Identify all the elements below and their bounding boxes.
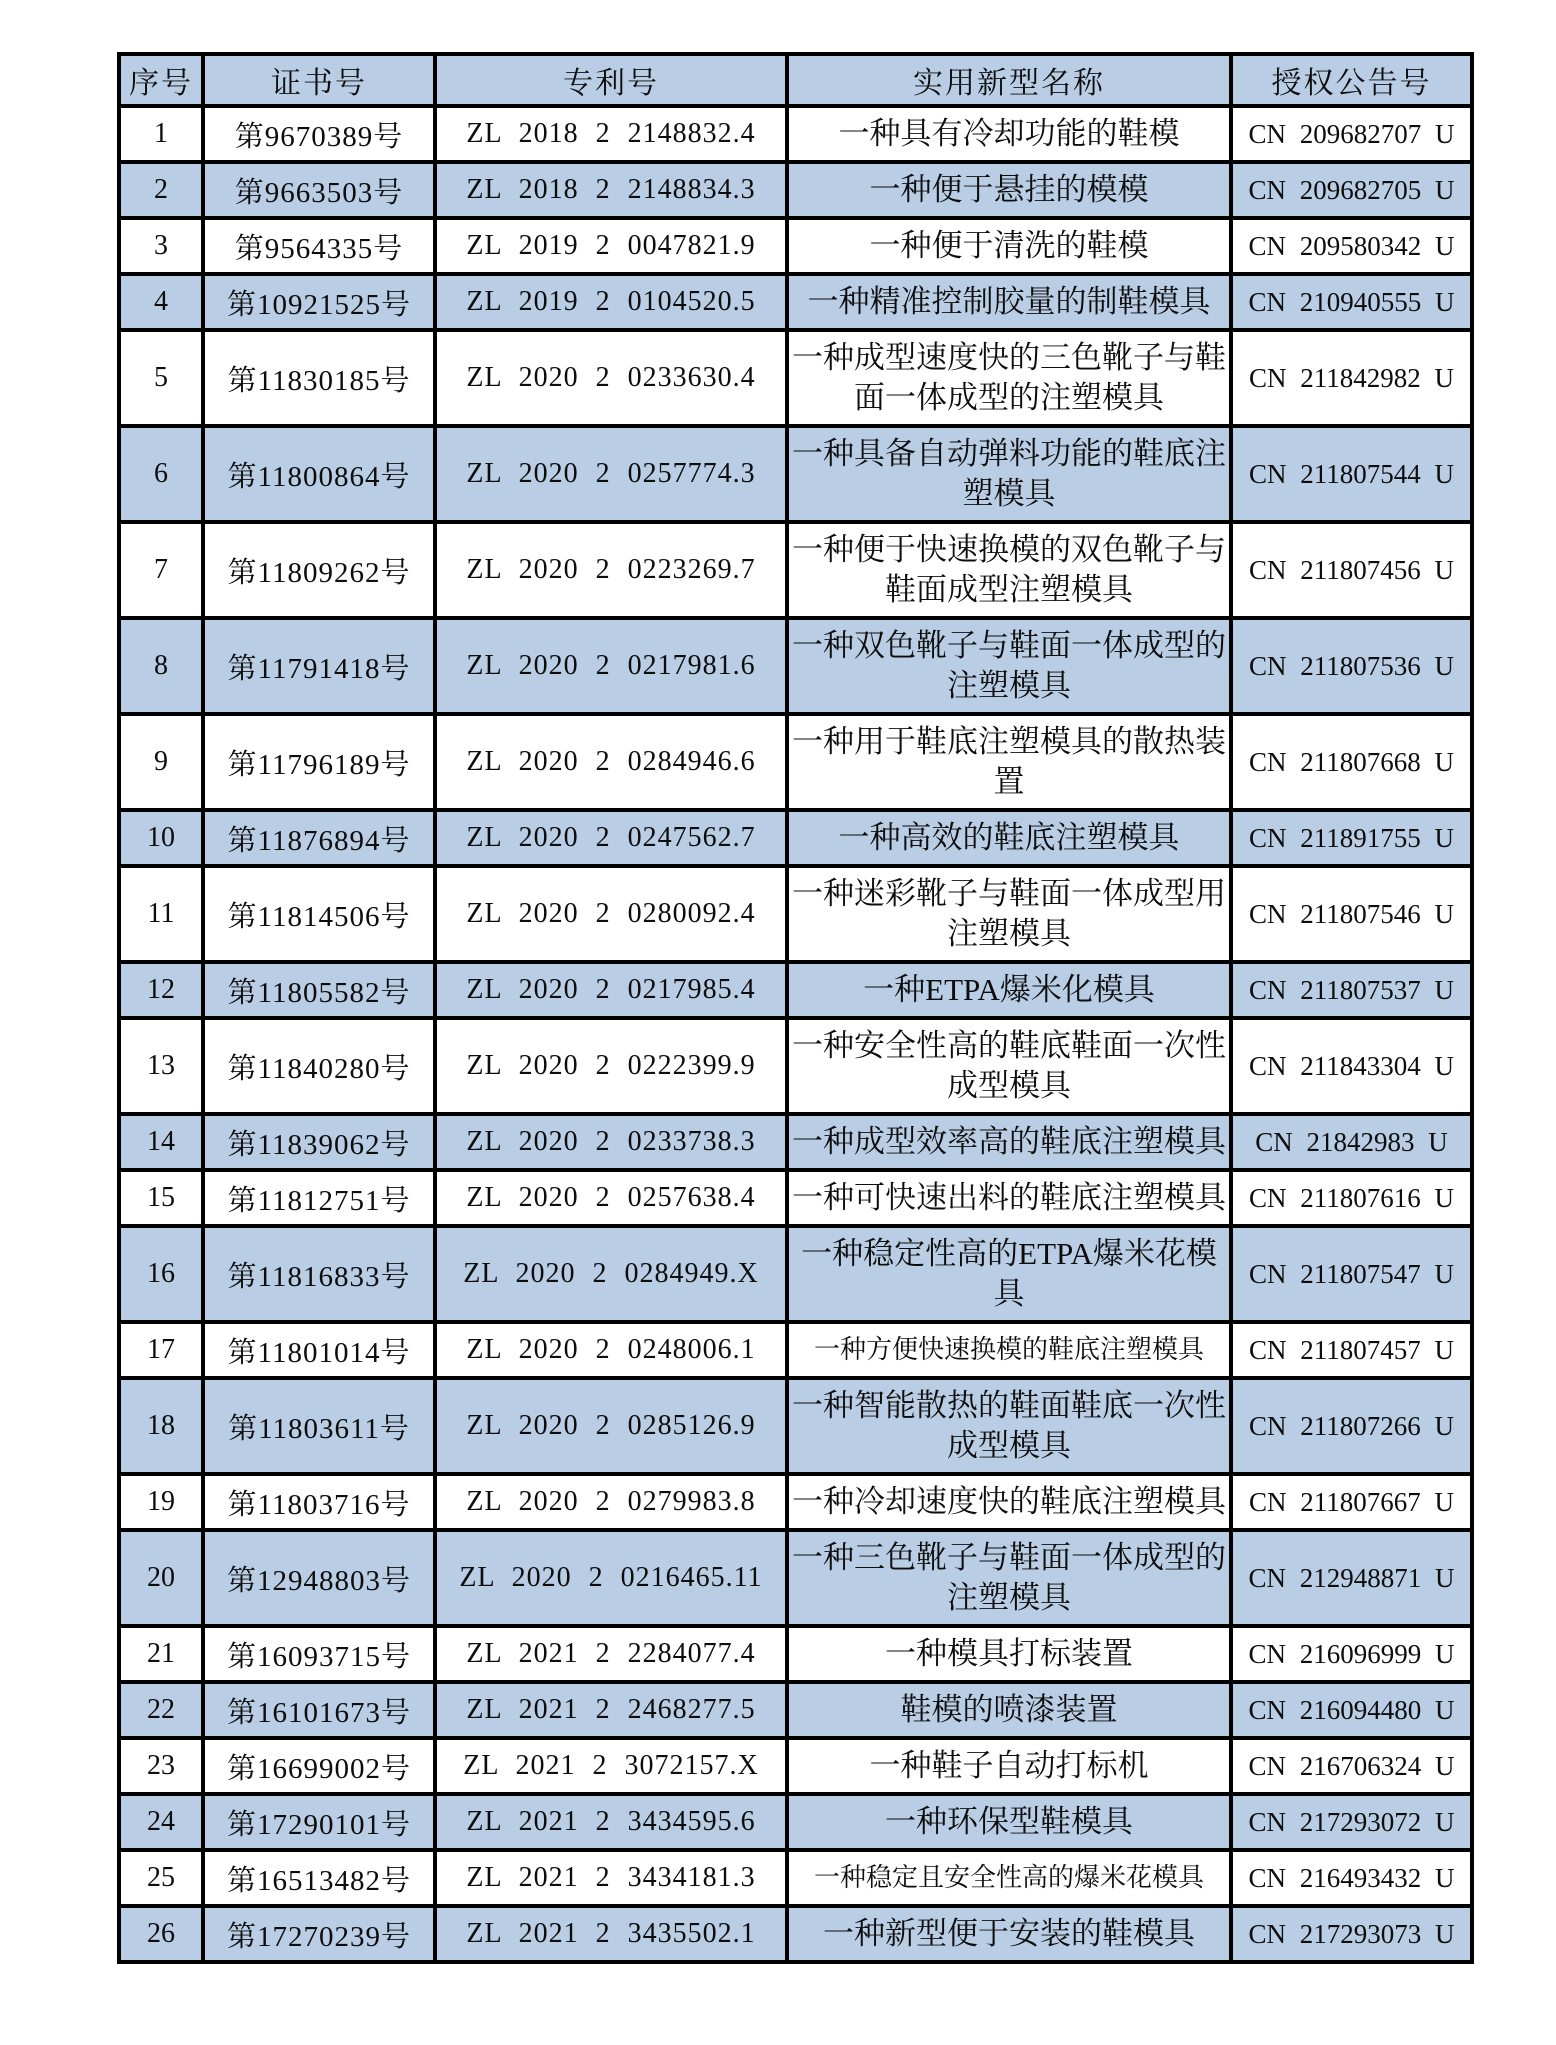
cell-publication: CN 212948871 U (1231, 1530, 1472, 1626)
cell-model-name: 一种模具打标装置 (787, 1626, 1231, 1682)
cell-publication: CN 211807667 U (1231, 1474, 1472, 1530)
cell-patent-number: ZL 2020 2 0222399.9 (435, 1018, 787, 1114)
cell-patent-number: ZL 2020 2 0223269.7 (435, 522, 787, 618)
cell-model-name: 一种双色靴子与鞋面一体成型的注塑模具 (787, 618, 1231, 714)
cell-certificate: 第17270239号 (203, 1906, 435, 1962)
cell-serial: 17 (119, 1322, 203, 1378)
cell-serial: 24 (119, 1794, 203, 1850)
cell-publication: CN 211807457 U (1231, 1322, 1472, 1378)
cell-model-name: 一种智能散热的鞋面鞋底一次性成型模具 (787, 1378, 1231, 1474)
cell-serial: 16 (119, 1226, 203, 1322)
cell-certificate: 第11803716号 (203, 1474, 435, 1530)
table-row (119, 1738, 1472, 1794)
cell-certificate: 第11812751号 (203, 1170, 435, 1226)
cell-publication: CN 211807546 U (1231, 866, 1472, 962)
cell-patent-number: ZL 2020 2 0279983.8 (435, 1474, 787, 1530)
cell-publication: CN 211807537 U (1231, 962, 1472, 1018)
table-row (119, 1322, 1472, 1378)
cell-patent-number: ZL 2020 2 0280092.4 (435, 866, 787, 962)
cell-certificate: 第11839062号 (203, 1114, 435, 1170)
cell-serial: 18 (119, 1378, 203, 1474)
cell-patent-number: ZL 2020 2 0285126.9 (435, 1378, 787, 1474)
cell-model-name: 一种高效的鞋底注塑模具 (787, 810, 1231, 866)
table-row (119, 426, 1472, 522)
cell-patent-number: ZL 2020 2 0257638.4 (435, 1170, 787, 1226)
cell-publication: CN 211843304 U (1231, 1018, 1472, 1114)
cell-publication: CN 216706324 U (1231, 1738, 1472, 1794)
cell-publication: CN 211807536 U (1231, 618, 1472, 714)
cell-patent-number: ZL 2018 2 2148834.3 (435, 162, 787, 218)
cell-model-name: 一种便于清洗的鞋模 (787, 218, 1231, 274)
cell-publication: CN 211842982 U (1231, 330, 1472, 426)
cell-publication: CN 217293073 U (1231, 1906, 1472, 1962)
table-row (119, 962, 1472, 1018)
cell-certificate: 第11805582号 (203, 962, 435, 1018)
cell-model-name: 一种新型便于安装的鞋模具 (787, 1906, 1231, 1962)
col-header-publication: 授权公告号 (1231, 54, 1472, 106)
cell-publication: CN 211807266 U (1231, 1378, 1472, 1474)
cell-model-name: 一种冷却速度快的鞋底注塑模具 (787, 1474, 1231, 1530)
table-row (119, 1850, 1472, 1906)
cell-patent-number: ZL 2021 2 3434181.3 (435, 1850, 787, 1906)
cell-certificate: 第9663503号 (203, 162, 435, 218)
cell-model-name: 一种稳定性高的ETPA爆米花模具 (787, 1226, 1231, 1322)
cell-patent-number: ZL 2021 2 3434595.6 (435, 1794, 787, 1850)
cell-serial: 26 (119, 1906, 203, 1962)
cell-certificate: 第11796189号 (203, 714, 435, 810)
cell-publication: CN 217293072 U (1231, 1794, 1472, 1850)
cell-patent-number: ZL 2020 2 0284949.X (435, 1226, 787, 1322)
cell-model-name: 一种成型效率高的鞋底注塑模具 (787, 1114, 1231, 1170)
cell-patent-number: ZL 2018 2 2148832.4 (435, 106, 787, 162)
cell-certificate: 第12948803号 (203, 1530, 435, 1626)
cell-serial: 9 (119, 714, 203, 810)
cell-serial: 10 (119, 810, 203, 866)
cell-publication: CN 211807547 U (1231, 1226, 1472, 1322)
cell-publication: CN 216096999 U (1231, 1626, 1472, 1682)
cell-patent-number: ZL 2021 2 3072157.X (435, 1738, 787, 1794)
table-row (119, 1378, 1472, 1474)
table-row (119, 1114, 1472, 1170)
table-row (119, 618, 1472, 714)
cell-certificate: 第9564335号 (203, 218, 435, 274)
cell-publication: CN 216094480 U (1231, 1682, 1472, 1738)
table-row (119, 162, 1472, 218)
cell-model-name: 一种三色靴子与鞋面一体成型的注塑模具 (787, 1530, 1231, 1626)
cell-publication: CN 209682705 U (1231, 162, 1472, 218)
table-row (119, 1682, 1472, 1738)
cell-certificate: 第11803611号 (203, 1378, 435, 1474)
table-row (119, 522, 1472, 618)
cell-certificate: 第16093715号 (203, 1626, 435, 1682)
cell-patent-number: ZL 2020 2 0257774.3 (435, 426, 787, 522)
cell-model-name: 一种精准控制胶量的制鞋模具 (787, 274, 1231, 330)
patent-table (117, 52, 1474, 1964)
col-header-serial: 序号 (119, 54, 203, 106)
cell-patent-number: ZL 2020 2 0248006.1 (435, 1322, 787, 1378)
cell-model-name: 一种鞋子自动打标机 (787, 1738, 1231, 1794)
cell-certificate: 第11809262号 (203, 522, 435, 618)
cell-model-name: 一种具有冷却功能的鞋模 (787, 106, 1231, 162)
cell-serial: 1 (119, 106, 203, 162)
cell-certificate: 第11800864号 (203, 426, 435, 522)
cell-patent-number: ZL 2020 2 0284946.6 (435, 714, 787, 810)
cell-serial: 23 (119, 1738, 203, 1794)
cell-publication: CN 211807456 U (1231, 522, 1472, 618)
cell-patent-number: ZL 2020 2 0233630.4 (435, 330, 787, 426)
cell-serial: 19 (119, 1474, 203, 1530)
cell-model-name: 一种具备自动弹料功能的鞋底注塑模具 (787, 426, 1231, 522)
table-row (119, 106, 1472, 162)
table-row (119, 714, 1472, 810)
cell-serial: 13 (119, 1018, 203, 1114)
cell-patent-number: ZL 2019 2 0047821.9 (435, 218, 787, 274)
table-row (119, 866, 1472, 962)
cell-serial: 14 (119, 1114, 203, 1170)
cell-serial: 25 (119, 1850, 203, 1906)
cell-model-name: 一种环保型鞋模具 (787, 1794, 1231, 1850)
table-row (119, 1474, 1472, 1530)
header-row (119, 54, 1472, 106)
cell-serial: 20 (119, 1530, 203, 1626)
table-row (119, 218, 1472, 274)
table-row (119, 1226, 1472, 1322)
cell-publication: CN 216493432 U (1231, 1850, 1472, 1906)
cell-model-name: 一种便于快速换模的双色靴子与鞋面成型注塑模具 (787, 522, 1231, 618)
cell-patent-number: ZL 2020 2 0217985.4 (435, 962, 787, 1018)
cell-patent-number: ZL 2019 2 0104520.5 (435, 274, 787, 330)
table-row (119, 810, 1472, 866)
cell-certificate: 第11816833号 (203, 1226, 435, 1322)
table-row (119, 274, 1472, 330)
col-header-model-name: 实用新型名称 (787, 54, 1231, 106)
cell-patent-number: ZL 2020 2 0217981.6 (435, 618, 787, 714)
col-header-patent-number: 专利号 (435, 54, 787, 106)
cell-model-name: 一种稳定且安全性高的爆米花模具 (787, 1850, 1231, 1906)
table-row (119, 1626, 1472, 1682)
cell-certificate: 第11814506号 (203, 866, 435, 962)
cell-certificate: 第11801014号 (203, 1322, 435, 1378)
cell-model-name: 鞋模的喷漆装置 (787, 1682, 1231, 1738)
cell-publication: CN 211891755 U (1231, 810, 1472, 866)
cell-patent-number: ZL 2021 2 2284077.4 (435, 1626, 787, 1682)
cell-patent-number: ZL 2020 2 0233738.3 (435, 1114, 787, 1170)
cell-serial: 15 (119, 1170, 203, 1226)
table-row (119, 330, 1472, 426)
cell-certificate: 第16101673号 (203, 1682, 435, 1738)
cell-certificate: 第11876894号 (203, 810, 435, 866)
cell-certificate: 第16699002号 (203, 1738, 435, 1794)
cell-publication: CN 21842983 U (1231, 1114, 1472, 1170)
cell-publication: CN 211807616 U (1231, 1170, 1472, 1226)
cell-publication: CN 209682707 U (1231, 106, 1472, 162)
col-header-certificate: 证书号 (203, 54, 435, 106)
cell-serial: 12 (119, 962, 203, 1018)
cell-certificate: 第16513482号 (203, 1850, 435, 1906)
cell-publication: CN 210940555 U (1231, 274, 1472, 330)
cell-serial: 3 (119, 218, 203, 274)
table-row (119, 1018, 1472, 1114)
cell-certificate: 第9670389号 (203, 106, 435, 162)
cell-publication: CN 209580342 U (1231, 218, 1472, 274)
cell-publication: CN 211807668 U (1231, 714, 1472, 810)
cell-serial: 7 (119, 522, 203, 618)
cell-patent-number: ZL 2020 2 0216465.11 (435, 1530, 787, 1626)
table-row (119, 1170, 1472, 1226)
cell-serial: 11 (119, 866, 203, 962)
cell-model-name: 一种ETPA爆米化模具 (787, 962, 1231, 1018)
cell-model-name: 一种便于悬挂的模模 (787, 162, 1231, 218)
cell-serial: 5 (119, 330, 203, 426)
cell-serial: 22 (119, 1682, 203, 1738)
cell-patent-number: ZL 2021 2 3435502.1 (435, 1906, 787, 1962)
table-row (119, 1794, 1472, 1850)
cell-model-name: 一种用于鞋底注塑模具的散热装置 (787, 714, 1231, 810)
cell-serial: 21 (119, 1626, 203, 1682)
cell-model-name: 一种方便快速换模的鞋底注塑模具 (787, 1322, 1231, 1378)
cell-model-name: 一种可快速出料的鞋底注塑模具 (787, 1170, 1231, 1226)
table-row (119, 1530, 1472, 1626)
cell-serial: 6 (119, 426, 203, 522)
table-row (119, 1906, 1472, 1962)
cell-certificate: 第17290101号 (203, 1794, 435, 1850)
cell-publication: CN 211807544 U (1231, 426, 1472, 522)
cell-patent-number: ZL 2020 2 0247562.7 (435, 810, 787, 866)
cell-patent-number: ZL 2021 2 2468277.5 (435, 1682, 787, 1738)
cell-certificate: 第11830185号 (203, 330, 435, 426)
cell-model-name: 一种成型速度快的三色靴子与鞋面一体成型的注塑模具 (787, 330, 1231, 426)
cell-certificate: 第11791418号 (203, 618, 435, 714)
cell-serial: 4 (119, 274, 203, 330)
cell-certificate: 第11840280号 (203, 1018, 435, 1114)
cell-model-name: 一种迷彩靴子与鞋面一体成型用注塑模具 (787, 866, 1231, 962)
cell-model-name: 一种安全性高的鞋底鞋面一次性成型模具 (787, 1018, 1231, 1114)
cell-certificate: 第10921525号 (203, 274, 435, 330)
cell-serial: 8 (119, 618, 203, 714)
cell-serial: 2 (119, 162, 203, 218)
